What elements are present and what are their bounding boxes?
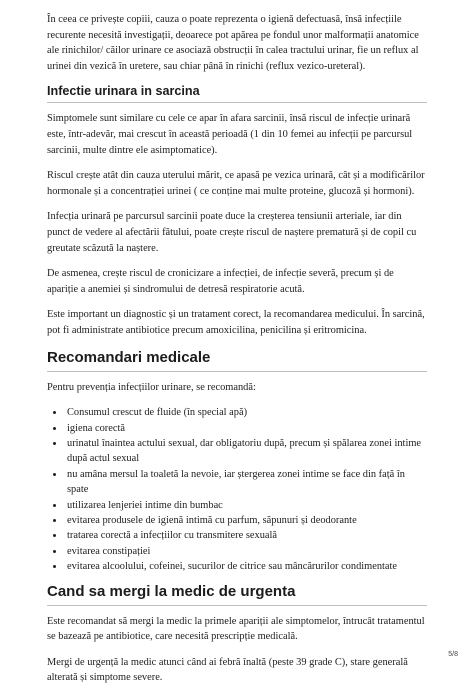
list-item: • tratarea corectă a infecțiilor cu transmitere sexuală	[65, 528, 427, 543]
intro-paragraph: În ceea ce privește copiii, cauza o poate reprezenta o igienă defectuasă, însă infecțiile recurente necesită investigații, deoarece pot apărea pe fondul unor malformații anatomice ale rinichilor/ căilor urinare ce asociază obstrucții în calea tractului urinar, fie un reflux al urinei din vezică în uretere, sau chiar până în rinichi (reflux vezico-ureteral).	[47, 14, 419, 72]
list-item: • evitarea alcoolului, cofeinei, sucurilor de citrice sau mâncărurilor condimentate	[65, 559, 427, 574]
recommendations-list	[47, 405, 427, 574]
list-item: • evitarea constipației	[65, 544, 427, 559]
list-item: • igiena corectă	[65, 421, 427, 436]
urgent-paragraph: Este recomandat să mergi la medic la primele apariții ale simptomelor, întrucât tratamentul se bazează pe antibiotice, care necesită prescripție medicală.	[47, 615, 425, 643]
list-item: • urinatul înaintea actului sexual, dar obligatoriu după, precum și spălarea zonei intime după actul sexual	[65, 436, 427, 467]
pregnancy-paragraph: Riscul crește atât din cauza uterului mărit, ce apasă pe vezica urinară, cât și a modificărilor hormonale și a concentrației urinei ( ce conține mai multe proteine, glucoză și hormoni).	[47, 170, 425, 197]
urgent-paragraph: Mergi de urgență la medic atunci când ai febră înaltă (peste 39 grade C), stare generală alterată și simptome severe.	[47, 656, 408, 684]
list-item: • utilizarea lenjeriei intime din bumbac	[65, 498, 427, 513]
pregnancy-paragraph: De asmenea, crește riscul de cronicizare a infecției, de infecție severă, precum și de apariție a anemiei și sindromului de detresă respiratorie acută.	[47, 268, 394, 295]
recommendations-intro: Pentru prevenția infecțiilor urinare, se recomandă:	[47, 381, 256, 393]
list-item: • evitarea produsele de igienă intimă cu parfum, săpunuri și deodorante	[65, 513, 427, 528]
pregnancy-paragraph: Simptomele sunt similare cu cele ce apar în afara sarcinii, însă riscul de infecție urinară este, într-adevăr, mai crescut în această perioadă (1 din 10 femei au infecții pe parcursul sarcinii, multe dintre ele asimptomatice).	[47, 113, 413, 156]
list-item: • nu amâna mersul la toaletă la nevoie, iar ștergerea zonei intime se face din față în spate	[65, 467, 427, 498]
pregnancy-paragraph: Este important un diagnostic și un tratament corect, la recomandarea medicului. În sarcină, pot fi administrate antibiotice precum amoxicilina, penicilina și eritromicina.	[47, 309, 425, 336]
heading-pregnancy: Infectie urinara in sarcina	[47, 84, 427, 103]
heading-recommendations: Recomandari medicale	[47, 349, 427, 372]
pregnancy-paragraph: Infecția urinară pe parcursul sarcinii poate duce la creșterea tensiunii arteriale, iar din punct de vedere al afectării fătului, poate crește riscul de naștere prematură și de copil cu greutate scăzută la naștere.	[47, 211, 417, 254]
page-number: 5/8	[448, 651, 458, 658]
list-item: • Consumul crescut de fluide (în special apă)	[65, 405, 427, 420]
document-page	[47, 12, 427, 696]
heading-urgent: Cand sa mergi la medic de urgenta	[47, 583, 427, 606]
